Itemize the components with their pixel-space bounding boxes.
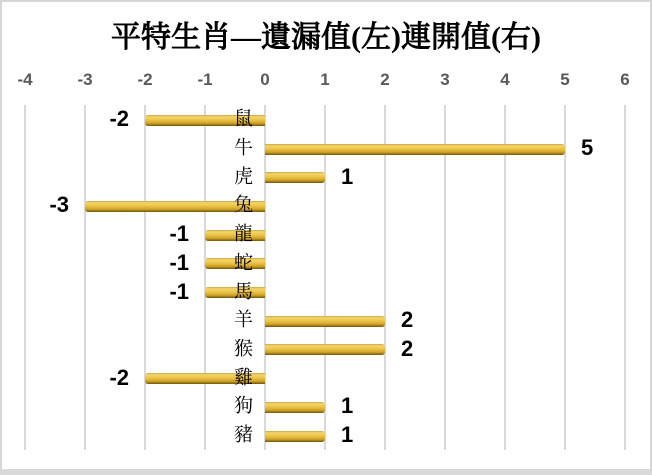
bottom-border (0, 469, 652, 475)
category-label-雞: 雞 (233, 367, 253, 389)
value-label-猴: 2 (401, 336, 414, 362)
gridline-x-2 (384, 105, 386, 450)
bar-虎 (265, 172, 325, 183)
gridline-x-3 (444, 105, 446, 450)
bar-羊 (265, 316, 385, 327)
value-label-牛: 5 (581, 135, 594, 161)
category-label-牛: 牛 (233, 137, 253, 159)
category-label-猴: 猴 (233, 338, 253, 360)
value-label-馬: -1 (169, 278, 189, 304)
gridline-x--3 (84, 105, 86, 450)
gridline-x--4 (24, 105, 26, 450)
x-tick-label--1: -1 (197, 70, 213, 89)
value-label-羊: 2 (401, 307, 414, 333)
category-label-虎: 虎 (233, 166, 253, 188)
value-label-豬: 1 (341, 422, 354, 448)
gridline-x-1 (324, 105, 326, 450)
bar-豬 (265, 431, 325, 442)
value-label-兔: -3 (49, 192, 69, 218)
category-label-狗: 狗 (233, 396, 253, 418)
x-tick-label-5: 5 (560, 70, 570, 89)
bar-牛 (265, 144, 565, 155)
x-tick-label-1: 1 (320, 70, 330, 89)
gridline-x--1 (204, 105, 206, 450)
value-label-龍: -1 (169, 221, 189, 247)
value-label-虎: 1 (341, 163, 354, 189)
gridline-x--2 (144, 105, 146, 450)
category-label-豬: 豬 (233, 424, 253, 446)
x-tick-label--3: -3 (77, 70, 93, 89)
gridline-x-4 (504, 105, 506, 450)
category-label-羊: 羊 (233, 309, 253, 331)
gridline-x-0 (264, 105, 266, 450)
x-tick-label--2: -2 (137, 70, 153, 89)
x-tick-label-6: 6 (620, 70, 630, 89)
category-label-龍: 龍 (233, 223, 253, 245)
value-label-狗: 1 (341, 393, 354, 419)
gridline-x-6 (624, 105, 626, 450)
x-tick-label-0: 0 (260, 70, 270, 89)
x-tick-label-3: 3 (440, 70, 450, 89)
chart-title: 平特生肖—遺漏值(左)連開值(右) (111, 21, 541, 54)
bar-狗 (265, 402, 325, 413)
category-label-鼠: 鼠 (233, 109, 253, 131)
value-label-雞: -2 (109, 364, 129, 390)
gridline-x-5 (564, 105, 566, 450)
x-tick-label-2: 2 (380, 70, 390, 89)
value-label-蛇: -1 (169, 249, 189, 275)
category-label-兔: 兔 (233, 195, 253, 217)
category-label-馬: 馬 (233, 281, 253, 303)
category-label-蛇: 蛇 (233, 252, 253, 274)
bar-猴 (265, 344, 385, 355)
x-tick-label--4: -4 (17, 70, 33, 89)
value-label-鼠: -2 (109, 106, 129, 132)
x-tick-label-4: 4 (500, 70, 510, 89)
